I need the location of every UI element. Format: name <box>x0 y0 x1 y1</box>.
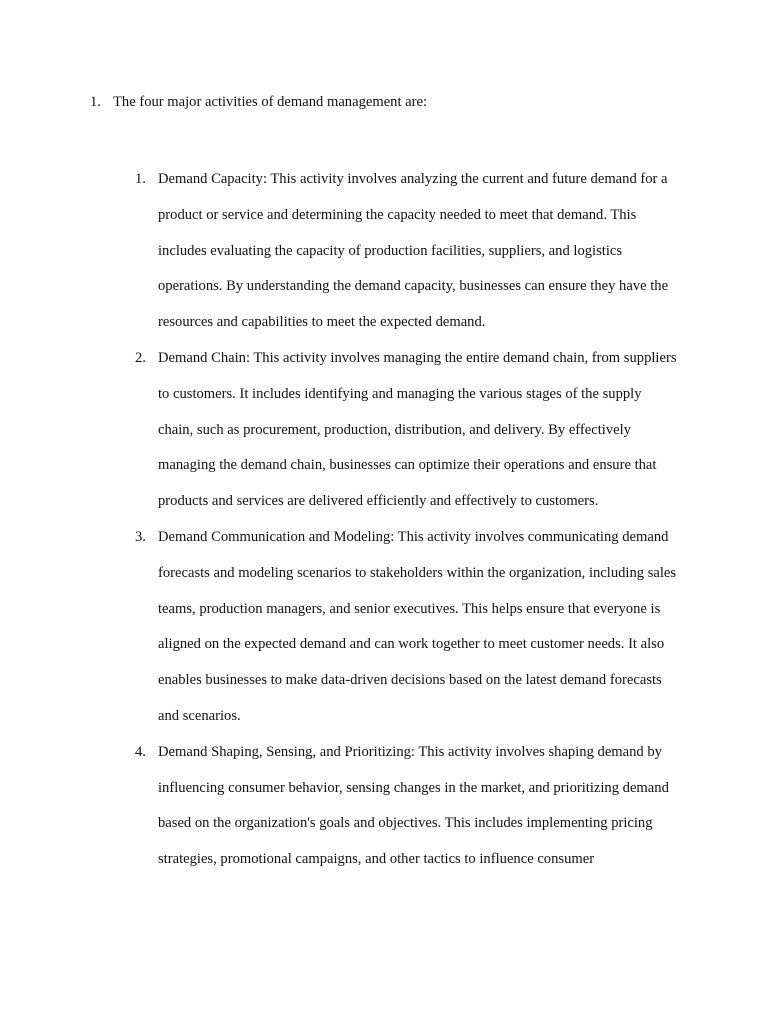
activity-text: Demand Shaping, Sensing, and Prioritizing: This activity involves shaping demand by influencing consumer behavior, sensing changes in the market, and prioritizing demand based on the organization's goals and objectives. This includes implementing pricing strategies, promotional campaigns, and other tactics to influence consumer <box>158 743 669 868</box>
activity-number: 2. <box>135 349 146 366</box>
activity-item <box>135 341 680 520</box>
activity-item <box>135 735 680 878</box>
main-item-number: 1. <box>90 94 101 110</box>
activity-text: Demand Communication and Modeling: This activity involves communicating demand forecasts and modeling scenarios to stakeholders within the organization, including sales teams, production managers, and senior executives. This helps ensure that everyone is aligned on the expected demand and can work together to meet customer needs. It also enables businesses to make data-driven decisions based on the latest demand forecasts and scenarios. <box>158 528 677 724</box>
activity-number: 4. <box>135 743 146 760</box>
activity-item <box>135 520 680 735</box>
activities-list <box>135 162 680 878</box>
main-list-item <box>90 92 427 112</box>
activity-number: 1. <box>135 171 146 187</box>
main-item-text: The four major activities of demand management are: <box>113 94 428 110</box>
activity-item <box>135 162 680 341</box>
activity-number: 3. <box>135 528 146 545</box>
activity-text: Demand Chain: This activity involves managing the entire demand chain, from suppliers to customers. It includes identifying and managing the various stages of the supply chain, such as procurement, production, distribution, and delivery. By effectively managing the demand chain, businesses can optimize their operations and ensure that products and services are delivered efficiently and effectively to customers. <box>158 349 677 510</box>
activity-text: Demand Capacity: This activity involves analyzing the current and future demand for a product or service and determining the capacity needed to meet that demand. This includes evaluating the capacity of production facilities, suppliers, and logistics operations. By understanding the demand capacity, businesses can ensure they have the resources and capabilities to meet the expected demand. <box>158 171 669 331</box>
